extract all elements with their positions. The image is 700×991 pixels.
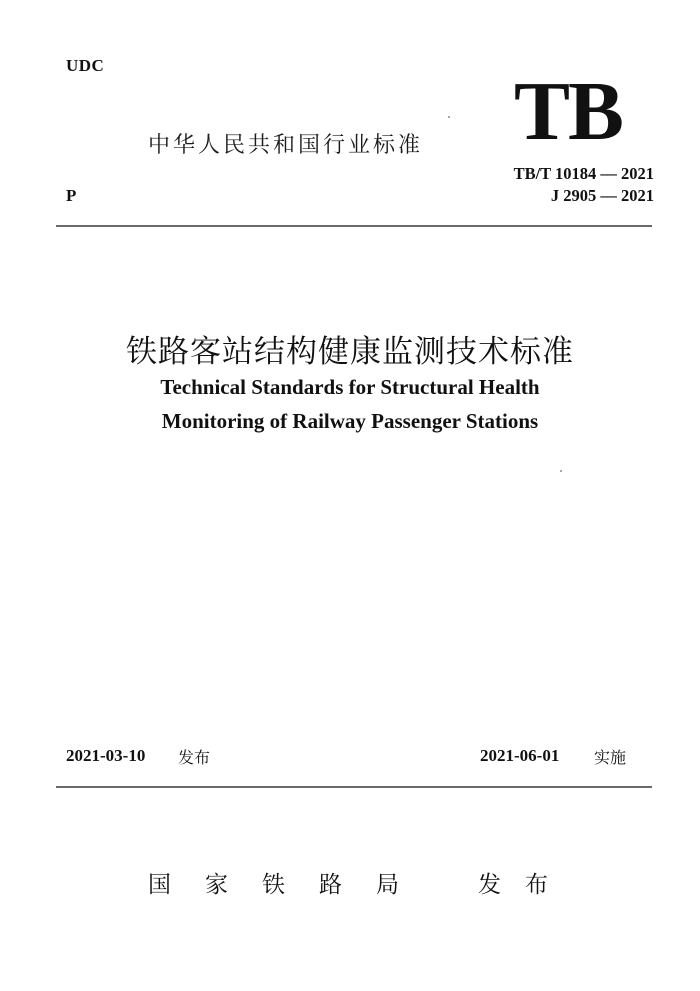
tb-logo: TB (514, 65, 623, 158)
classification-label: P (66, 186, 77, 205)
issue-label: 发布 (178, 748, 211, 767)
publisher-organization: 国家铁路局 (148, 872, 433, 898)
filing-code: J 2905 — 2021 (550, 186, 654, 205)
publisher-action: 发布 (478, 872, 572, 898)
title-english-line2: Monitoring of Railway Passenger Stations (161, 409, 539, 433)
title-english-line1: Technical Standards for Structural Health (160, 375, 540, 399)
top-divider (56, 225, 652, 227)
title-chinese: 铁路客站结构健康监测技术标准 (126, 334, 574, 370)
implement-date: 2021-06-01 (480, 746, 560, 765)
implement-label: 实施 (594, 748, 627, 767)
bottom-divider (56, 786, 652, 788)
scan-speck (560, 470, 562, 472)
udc-label: UDC (66, 56, 105, 75)
scan-speck (448, 116, 450, 118)
issue-date: 2021-03-10 (66, 746, 146, 765)
standard-type-heading: 中华人民共和国行业标准 (148, 133, 424, 158)
standard-code: TB/T 10184 — 2021 (513, 164, 654, 183)
